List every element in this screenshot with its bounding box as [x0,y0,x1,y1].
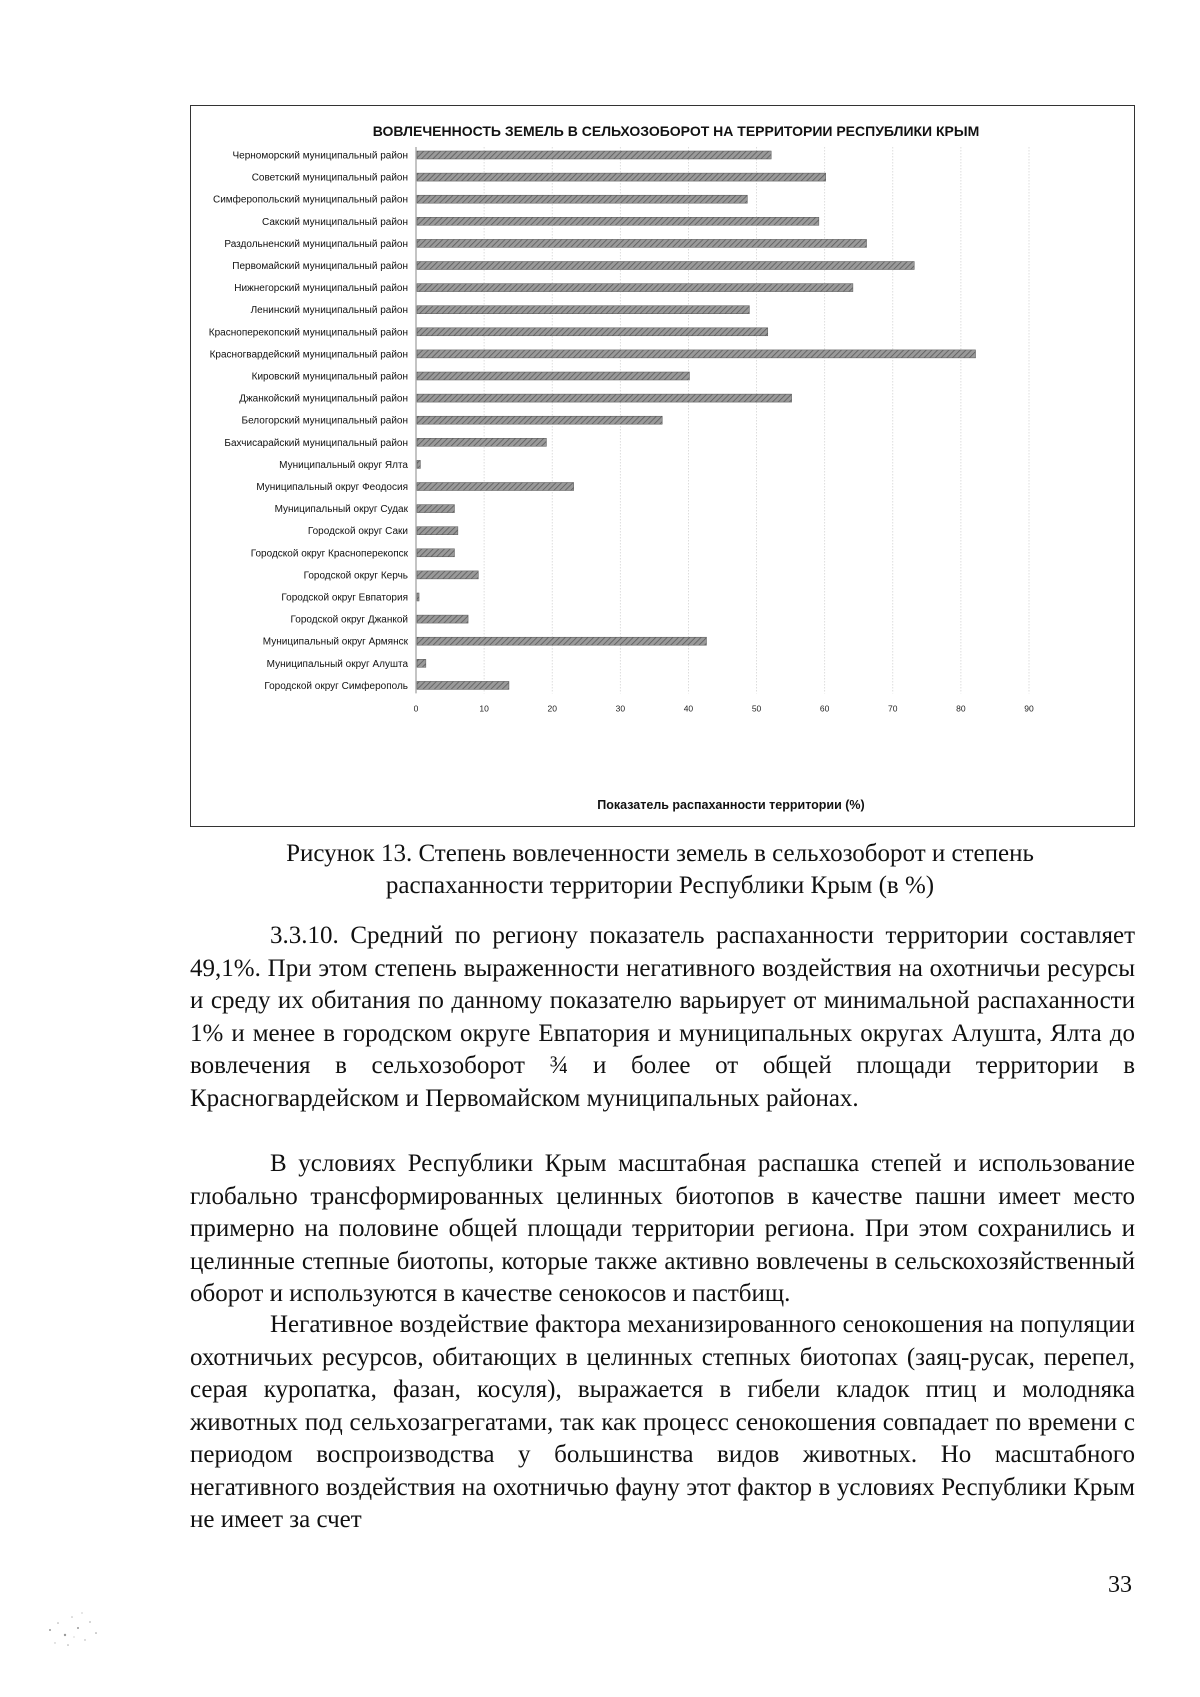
category-label: Джанкойский муниципальный район [239,393,408,405]
category-label: Муниципальный округ Феодосия [256,482,408,493]
category-label: Нижнегорский муниципальный район [234,283,408,295]
figure-caption: Рисунок 13. Степень вовлеченности земель в сельхозоборот и степень распаханности территории Республики Крым (в %) [286,840,1034,899]
category-label: Муниципальный округ Ялта [279,459,408,471]
bar [417,173,826,181]
category-label: Муниципальный округ Алушта [266,658,408,670]
x-tick-label: 60 [819,703,830,714]
bar [417,659,426,667]
category-label: Муниципальный округ Судак [274,504,408,516]
bar [417,681,509,689]
x-tick-label: 50 [751,703,762,714]
x-axis-label: Показатель распаханности территории (%) [597,798,865,812]
category-label: Городской округ Красноперекопск [250,548,408,560]
category-label: Советский муниципальный район [251,172,408,184]
bar [417,217,819,225]
paragraph-1: 3.3.10. Средний по региону показатель распаханности территории составляет 49,1%. При этом степень выраженности негативного воздействия на охотничьи ресурсы и среду их обитания по данному показателю варьирует от минимальной распаханности 1% и менее в городском округе Евпатория и муниципальных округах Алушта, Ялта до вовлечения в сельхозоборот ¾ и более от общей площади территории в Красногвардейском и Первомайском муниципальных районах. [190,922,1135,1112]
bar-chart [191,106,1136,828]
category-label: Городской округ Симферополь [264,680,408,692]
page-number: 33 [1108,1572,1132,1598]
category-label: Раздольненский муниципальный район [224,238,408,250]
bar [417,328,768,336]
bar [417,527,458,535]
category-label: Кировский муниципальный район [251,371,408,383]
category-label: Красногвардейский муниципальный район [209,349,408,361]
bar [417,195,747,203]
bar [417,239,867,247]
x-tick-label: 10 [479,703,489,714]
x-tick-label: 40 [683,703,694,714]
x-tick-label: 20 [547,703,557,714]
bar [417,505,454,513]
category-label: Черноморский муниципальный район [232,150,408,162]
category-label: Ленинский муниципальный район [250,305,408,317]
x-tick-label: 0 [413,703,419,714]
x-tick-label: 70 [888,703,898,714]
bar [417,571,478,579]
bar [417,416,662,424]
category-label: Городской округ Джанкой [290,614,408,626]
bar [417,350,976,358]
bars [417,151,976,689]
x-tick-label: 90 [1024,703,1034,714]
category-labels [209,151,409,692]
category-label: Муниципальный округ Армянск [262,636,408,648]
category-label: Городской округ Евпатория [281,592,408,604]
bar [417,549,454,557]
paragraph-3: Негативное воздействие фактора механизированного сенокошения на популяции охотничьих ресурсов, обитающих в целинных степных биотопах (заяц-русак, перепел, серая куропатка, фазан, косуля), выражается в гибели кладок птиц и молодняка животных под сельхозагрегатами, так как процесс сенокошения совпадает по времени с периодом воспроизводства у большинства видов животных. Но масштабного негативного воздействия на охотничью фауну этот фактор в условиях Республики Крым не имеет за счет [190,1311,1135,1533]
x-tick-label: 30 [615,703,626,714]
category-label: Сакский муниципальный район [261,216,408,228]
chart-title: ВОВЛЕЧЕННОСТЬ ЗЕМЕЛЬ В СЕЛЬХОЗОБОРОТ НА ТЕРРИТОРИИ РЕСПУБЛИКИ КРЫМ [372,123,980,139]
bar [417,262,914,270]
category-label: Белогорский муниципальный район [241,415,408,427]
category-label: Красноперекопский муниципальный район [208,327,408,339]
category-label: Бахчисарайский муниципальный район [224,437,408,449]
category-label: Городской округ Саки [307,526,408,538]
bar [417,615,468,623]
bar [417,306,749,314]
bar [417,460,420,468]
bar [417,284,853,292]
bar [417,637,706,645]
bar [417,151,771,159]
paragraph-2: В условиях Республики Крым масштабная распашка степей и использование глобально трансформированных целинных биотопов в качестве пашни имеет место примерно на половине общей площади территории региона. При этом сохранились и целинные степные биотопы, которые также активно вовлечены в сельскохозяйственный оборот и используются в качестве сенокосов и пастбищ. [190,1150,1135,1307]
bar [417,438,546,446]
scan-speckle-image [30,1595,120,1665]
category-label: Первомайский муниципальный район [232,261,408,272]
category-label: Городской округ Керчь [303,570,408,582]
category-label: Симферопольский муниципальный район [212,194,408,206]
bar [417,483,574,491]
x-tick-label: 80 [956,703,966,714]
bar [417,593,419,601]
x-tick-labels [414,703,1034,713]
bar [417,394,792,402]
chart-frame [190,105,1135,827]
bar [417,372,689,380]
